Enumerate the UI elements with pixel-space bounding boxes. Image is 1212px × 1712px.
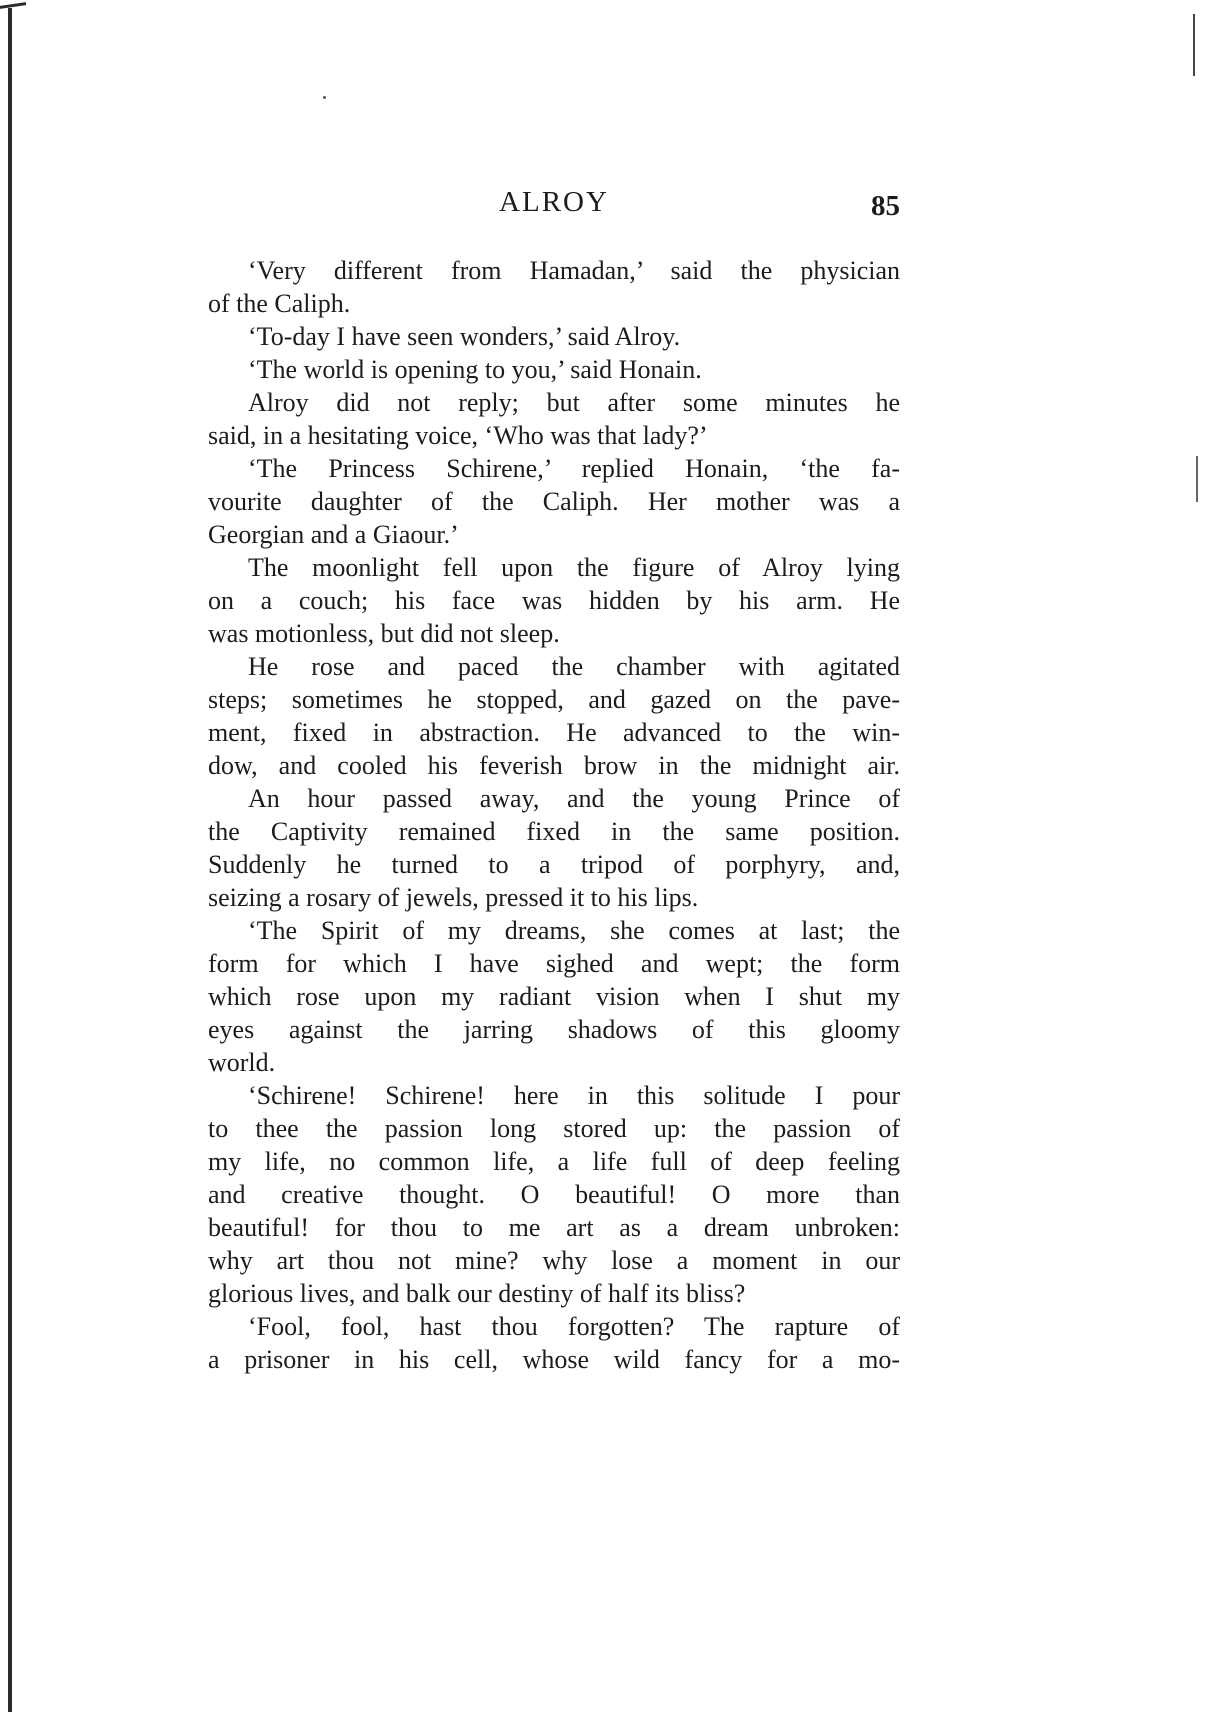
text-line: why art thou not mine? why lose a moment in our xyxy=(208,1246,900,1275)
text-line: He rose and paced the chamber with agitated xyxy=(248,652,900,681)
text-line: my life, no common life, a life full of deep feeling xyxy=(208,1147,900,1176)
text-line: ‘Fool, fool, hast thou forgotten? The rapture of xyxy=(248,1312,900,1341)
print-speck xyxy=(323,96,326,99)
text-line: ‘The Spirit of my dreams, she comes at last; the xyxy=(248,916,900,945)
text-line: The moonlight fell upon the figure of Alroy lying xyxy=(248,553,900,582)
text-line: Suddenly he turned to a tripod of porphyry, and, xyxy=(208,850,900,879)
text-line: form for which I have sighed and wept; the form xyxy=(208,949,900,978)
binding-edge xyxy=(8,8,12,1712)
page-number: 85 xyxy=(871,190,900,222)
text-line: of the Caliph. xyxy=(208,289,351,318)
text-line: An hour passed away, and the young Prince of xyxy=(248,784,900,813)
running-head xyxy=(208,186,900,230)
text-line: ‘Schirene! Schirene! here in this solitude I pour xyxy=(248,1081,900,1110)
edge-mark xyxy=(1196,456,1198,502)
text-line: ment, fixed in abstraction. He advanced to the win- xyxy=(208,718,900,747)
text-line: the Captivity remained fixed in the same position. xyxy=(208,817,900,846)
text-line: seizing a rosary of jewels, pressed it to his lips. xyxy=(208,883,699,912)
text-line: Georgian and a Giaour.’ xyxy=(208,520,459,549)
text-line: ‘The Princess Schirene,’ replied Honain, ‘the fa- xyxy=(248,454,900,483)
text-line: a prisoner in his cell, whose wild fancy for a mo- xyxy=(208,1345,900,1374)
text-line: to thee the passion long stored up: the passion of xyxy=(208,1114,900,1143)
text-line: which rose upon my radiant vision when I shut my xyxy=(208,982,900,1011)
text-line: ‘To-day I have seen wonders,’ said Alroy. xyxy=(248,322,681,351)
text-line: on a couch; his face was hidden by his arm. He xyxy=(208,586,900,615)
text-line: steps; sometimes he stopped, and gazed on the pave- xyxy=(208,685,900,714)
text-line: vourite daughter of the Caliph. Her mother was a xyxy=(208,487,900,516)
text-line: ‘The world is opening to you,’ said Honain. xyxy=(248,355,702,384)
text-line: dow, and cooled his feverish brow in the midnight air. xyxy=(208,751,900,780)
text-line: eyes against the jarring shadows of this gloomy xyxy=(208,1015,900,1044)
text-line: world. xyxy=(208,1048,276,1077)
text-line: ‘Very different from Hamadan,’ said the physician xyxy=(248,256,900,285)
text-line: said, in a hesitating voice, ‘Who was that lady?’ xyxy=(208,421,708,450)
text-line: glorious lives, and balk our destiny of half its bliss? xyxy=(208,1279,746,1308)
binding-corner xyxy=(0,2,26,9)
text-line: was motionless, but did not sleep. xyxy=(208,619,560,648)
text-line: and creative thought. O beautiful! O more than xyxy=(208,1180,900,1209)
running-title: ALROY xyxy=(499,186,609,218)
text-line: beautiful! for thou to me art as a dream unbroken: xyxy=(208,1213,900,1242)
text-line: Alroy did not reply; but after some minutes he xyxy=(248,388,900,417)
body-text xyxy=(208,254,900,1376)
edge-mark xyxy=(1193,14,1195,76)
